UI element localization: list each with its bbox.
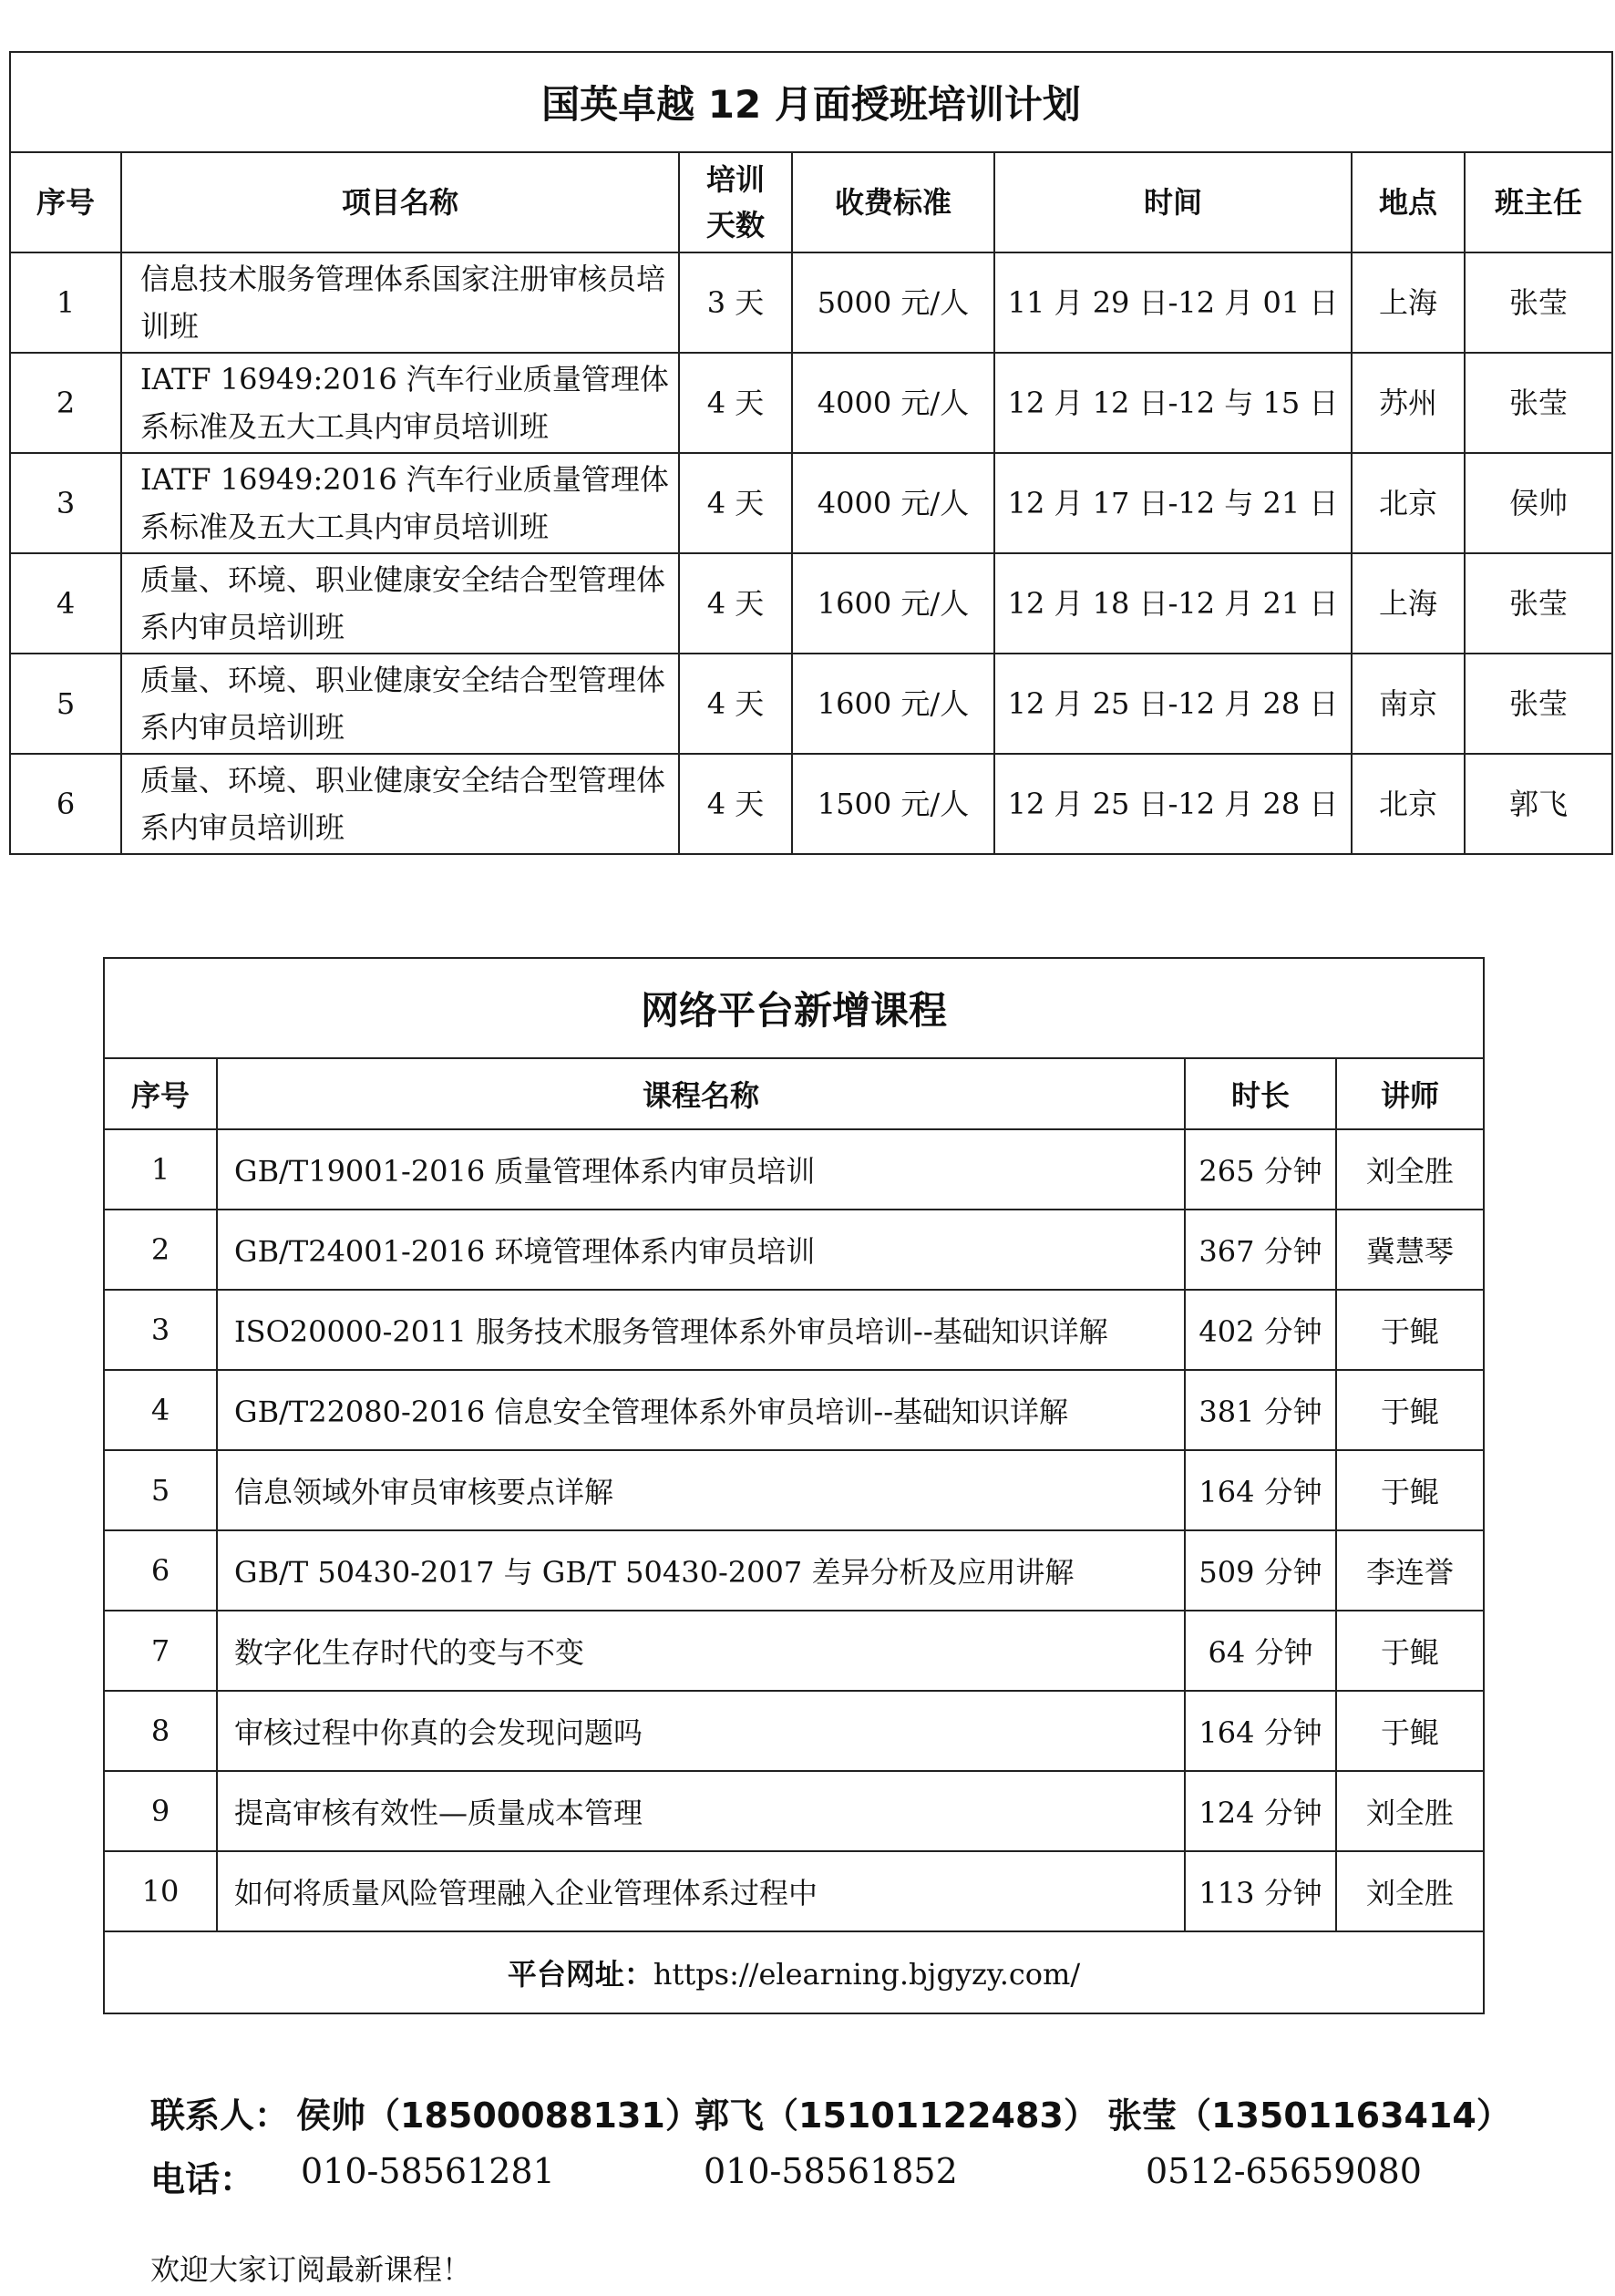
col-header-fee: 收费标准 — [792, 152, 994, 252]
cell-lecturer: 李连誉 — [1336, 1530, 1484, 1611]
cell-no: 1 — [10, 252, 121, 353]
table-row — [104, 1450, 1484, 1530]
phone-label: 电话： — [150, 2159, 255, 2199]
cell-lecturer: 于鲲 — [1336, 1611, 1484, 1691]
table-row — [104, 1210, 1484, 1290]
cell-fee: 4000 元/人 — [792, 453, 994, 553]
cell-teacher: 张莹 — [1465, 252, 1612, 353]
cell-days: 4 天 — [679, 353, 792, 453]
phone-3: 0512-65659080 — [1146, 2151, 1422, 2191]
cell-duration: 164 分钟 — [1185, 1691, 1336, 1771]
platform-url-row — [104, 1931, 1484, 2013]
cell-name: IATF 16949:2016 汽车行业质量管理体系标准及五大工具内审员培训班 — [121, 453, 679, 553]
cell-name: 质量、环境、职业健康安全结合型管理体系内审员培训班 — [121, 654, 679, 754]
cell-lecturer: 刘全胜 — [1336, 1771, 1484, 1851]
cell-time: 12 月 25 日-12 月 28 日 — [994, 754, 1352, 854]
table-row — [104, 1530, 1484, 1611]
plan-title: 国英卓越 12 月面授班培训计划 — [10, 52, 1612, 152]
cell-duration: 367 分钟 — [1185, 1210, 1336, 1290]
cell-no: 1 — [104, 1129, 217, 1210]
table-row — [104, 1691, 1484, 1771]
contact-label: 联系人： — [150, 2095, 290, 2136]
cell-teacher: 张莹 — [1465, 654, 1612, 754]
table-row — [10, 252, 1612, 353]
cell-no: 2 — [104, 1210, 217, 1290]
col-header-no: 序号 — [10, 152, 121, 252]
cell-no: 8 — [104, 1691, 217, 1771]
table-row — [104, 1129, 1484, 1210]
cell-place: 北京 — [1352, 453, 1465, 553]
cell-fee: 1500 元/人 — [792, 754, 994, 854]
cell-no: 4 — [10, 553, 121, 654]
courses-title: 网络平台新增课程 — [104, 958, 1484, 1058]
cell-duration: 164 分钟 — [1185, 1450, 1336, 1530]
col-header-place: 地点 — [1352, 152, 1465, 252]
contact-person-3: 张莹（13501163414） — [1107, 2095, 1511, 2136]
cell-time: 12 月 18 日-12 月 21 日 — [994, 553, 1352, 654]
cell-no: 4 — [104, 1370, 217, 1450]
welcome-text: 欢迎大家订阅最新课程！ — [150, 2252, 472, 2287]
cell-lecturer: 刘全胜 — [1336, 1129, 1484, 1210]
cell-place: 北京 — [1352, 754, 1465, 854]
contact-person-1: 侯帅（18500088131） — [296, 2095, 700, 2136]
col-header-no: 序号 — [104, 1058, 217, 1129]
cell-days: 3 天 — [679, 252, 792, 353]
cell-days: 4 天 — [679, 553, 792, 654]
cell-course-name: ISO20000-2011 服务技术服务管理体系外审员培训--基础知识详解 — [217, 1290, 1185, 1370]
col-header-teacher: 班主任 — [1465, 152, 1612, 252]
cell-course-name: GB/T24001-2016 环境管理体系内审员培训 — [217, 1210, 1185, 1290]
cell-place: 上海 — [1352, 252, 1465, 353]
cell-no: 2 — [10, 353, 121, 453]
cell-time: 12 月 25 日-12 月 28 日 — [994, 654, 1352, 754]
cell-course-name: 数字化生存时代的变与不变 — [217, 1611, 1185, 1691]
cell-no: 6 — [10, 754, 121, 854]
cell-course-name: 信息领域外审员审核要点详解 — [217, 1450, 1185, 1530]
col-header-name: 项目名称 — [121, 152, 679, 252]
cell-time: 12 月 17 日-12 与 21 日 — [994, 453, 1352, 553]
cell-fee: 1600 元/人 — [792, 654, 994, 754]
cell-duration: 64 分钟 — [1185, 1611, 1336, 1691]
cell-fee: 5000 元/人 — [792, 252, 994, 353]
cell-place: 苏州 — [1352, 353, 1465, 453]
cell-duration: 402 分钟 — [1185, 1290, 1336, 1370]
cell-course-name: GB/T 50430-2017 与 GB/T 50430-2007 差异分析及应用讲解 — [217, 1530, 1185, 1611]
cell-course-name: 如何将质量风险管理融入企业管理体系过程中 — [217, 1851, 1185, 1931]
cell-teacher: 郭飞 — [1465, 754, 1612, 854]
cell-course-name: GB/T19001-2016 质量管理体系内审员培训 — [217, 1129, 1185, 1210]
table-row — [104, 1290, 1484, 1370]
cell-teacher: 张莹 — [1465, 353, 1612, 453]
table-row — [104, 1611, 1484, 1691]
contact-person-2: 郭飞（15101122483） — [694, 2095, 1098, 2136]
cell-days: 4 天 — [679, 453, 792, 553]
cell-duration: 509 分钟 — [1185, 1530, 1336, 1611]
cell-duration: 113 分钟 — [1185, 1851, 1336, 1931]
cell-duration: 124 分钟 — [1185, 1771, 1336, 1851]
cell-place: 上海 — [1352, 553, 1465, 654]
cell-lecturer: 于鲲 — [1336, 1370, 1484, 1450]
training-plan-table — [9, 51, 1613, 855]
table-row — [104, 1771, 1484, 1851]
cell-course-name: 审核过程中你真的会发现问题吗 — [217, 1691, 1185, 1771]
cell-no: 3 — [104, 1290, 217, 1370]
cell-lecturer: 冀慧琴 — [1336, 1210, 1484, 1290]
cell-days: 4 天 — [679, 754, 792, 854]
cell-no: 9 — [104, 1771, 217, 1851]
cell-name: 质量、环境、职业健康安全结合型管理体系内审员培训班 — [121, 553, 679, 654]
cell-teacher: 侯帅 — [1465, 453, 1612, 553]
cell-name: 信息技术服务管理体系国家注册审核员培训班 — [121, 252, 679, 353]
col-header-time: 时间 — [994, 152, 1352, 252]
cell-course-name: 提高审核有效性—质量成本管理 — [217, 1771, 1185, 1851]
cell-no: 7 — [104, 1611, 217, 1691]
cell-lecturer: 于鲲 — [1336, 1290, 1484, 1370]
table-row — [104, 1851, 1484, 1931]
table-row — [10, 754, 1612, 854]
cell-no: 6 — [104, 1530, 217, 1611]
cell-lecturer: 刘全胜 — [1336, 1851, 1484, 1931]
cell-name: 质量、环境、职业健康安全结合型管理体系内审员培训班 — [121, 754, 679, 854]
cell-no: 5 — [104, 1450, 217, 1530]
cell-name: IATF 16949:2016 汽车行业质量管理体系标准及五大工具内审员培训班 — [121, 353, 679, 453]
platform-url-label: 平台网址： — [507, 1957, 653, 1992]
col-header-days: 培训 天数 — [679, 152, 792, 252]
table-row — [104, 1370, 1484, 1450]
cell-teacher: 张莹 — [1465, 553, 1612, 654]
cell-no: 3 — [10, 453, 121, 553]
col-header-course-name: 课程名称 — [217, 1058, 1185, 1129]
table-row — [10, 353, 1612, 453]
cell-time: 11 月 29 日-12 月 01 日 — [994, 252, 1352, 353]
table-row — [10, 553, 1612, 654]
cell-lecturer: 于鲲 — [1336, 1691, 1484, 1771]
cell-duration: 381 分钟 — [1185, 1370, 1336, 1450]
phone-2: 010-58561852 — [704, 2151, 958, 2191]
cell-lecturer: 于鲲 — [1336, 1450, 1484, 1530]
cell-days: 4 天 — [679, 654, 792, 754]
table-row — [10, 453, 1612, 553]
cell-no: 5 — [10, 654, 121, 754]
cell-fee: 1600 元/人 — [792, 553, 994, 654]
cell-duration: 265 分钟 — [1185, 1129, 1336, 1210]
cell-course-name: GB/T22080-2016 信息安全管理体系外审员培训--基础知识详解 — [217, 1370, 1185, 1450]
table-row — [10, 654, 1612, 754]
online-courses-table — [103, 957, 1485, 2014]
col-header-duration: 时长 — [1185, 1058, 1336, 1129]
phone-1: 010-58561281 — [301, 2151, 555, 2191]
col-header-lecturer: 讲师 — [1336, 1058, 1484, 1129]
cell-no: 10 — [104, 1851, 217, 1931]
cell-place: 南京 — [1352, 654, 1465, 754]
cell-fee: 4000 元/人 — [792, 353, 994, 453]
platform-url-link[interactable]: https://elearning.bjgyzy.com/ — [653, 1957, 1081, 1992]
cell-time: 12 月 12 日-12 与 15 日 — [994, 353, 1352, 453]
